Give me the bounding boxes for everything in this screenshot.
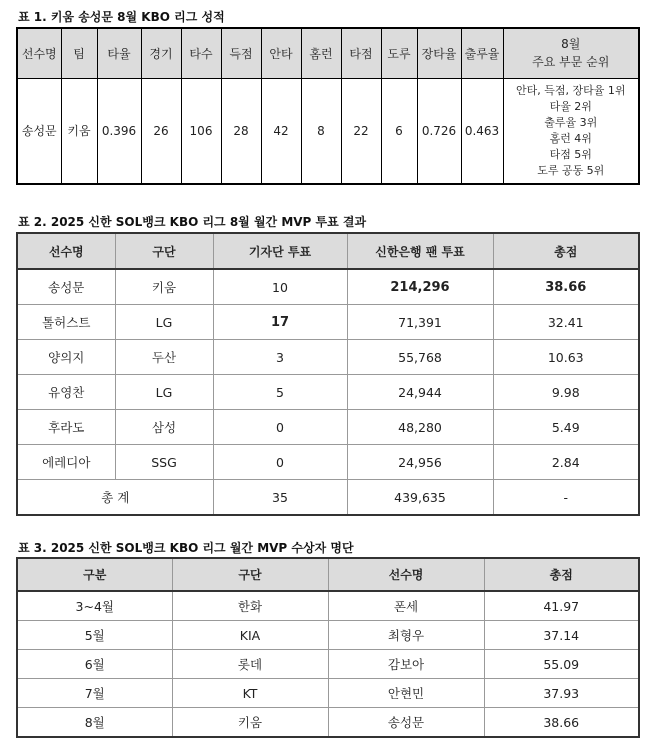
rank-item: 안타, 득점, 장타율 1위 (516, 83, 626, 97)
header-cell: 팀 (61, 28, 97, 78)
table-cell: 38.66 (493, 269, 639, 305)
rank-item: 도루 공동 5위 (537, 163, 605, 177)
table-cell: KT (172, 679, 328, 708)
table-cell: 5.49 (493, 410, 639, 445)
table-cell: 10 (213, 269, 347, 305)
table1-header-row (17, 28, 639, 78)
table-cell: 송성문 (48, 280, 85, 295)
header-cell: 총점 (493, 233, 639, 269)
rank-header-line: 8월 (561, 37, 581, 52)
header-cell: 안타 (261, 28, 301, 78)
mvp-vote-results-table (16, 232, 640, 516)
rank-item: 타점 5위 (549, 147, 592, 161)
table-cell: 9.98 (493, 375, 639, 410)
table-cell: 롯데 (172, 650, 328, 679)
table-cell: 후라도 (17, 410, 115, 445)
table-cell: 6월 (17, 650, 172, 679)
table-cell: 0 (213, 410, 347, 445)
table-cell: 두산 (115, 340, 213, 375)
table-cell: 28 (221, 78, 261, 184)
header-cell: 경기 (141, 28, 181, 78)
rank-header-cell (503, 28, 639, 78)
table-cell: 톨허스트 (17, 305, 115, 340)
header-cell: 도루 (381, 28, 417, 78)
table-cell: 10.63 (493, 340, 639, 375)
table-cell: 삼성 (115, 410, 213, 445)
table-cell: 22 (341, 78, 381, 184)
total-label: 총 계 (17, 480, 213, 516)
table-cell: 17 (213, 305, 347, 340)
table-cell: 32.41 (493, 305, 639, 340)
table-row (17, 375, 639, 410)
table-row (17, 78, 639, 184)
table-cell: 에레디아 (17, 445, 115, 480)
header-cell: 타수 (181, 28, 221, 78)
header-cell: 타율 (97, 28, 141, 78)
table-cell: 송성문 (17, 78, 61, 184)
rank-item: 출루율 3위 (544, 115, 598, 129)
table2-header-row (17, 233, 639, 269)
table-cell: 24,956 (347, 445, 493, 480)
header-cell: 구분 (17, 558, 172, 591)
table-row (17, 269, 639, 305)
table-cell: 유영찬 (17, 375, 115, 410)
table-cell: 0 (213, 445, 347, 480)
header-cell: 득점 (221, 28, 261, 78)
table-cell: 35 (213, 480, 347, 516)
table-cell: 최형우 (328, 621, 484, 650)
table-cell: 안현민 (328, 679, 484, 708)
rank-list-cell (503, 78, 639, 184)
table-cell: 5 (213, 375, 347, 410)
table-cell: 송성문 (328, 708, 484, 738)
table-cell: 감보아 (328, 650, 484, 679)
table-row (17, 591, 639, 621)
header-cell: 총점 (484, 558, 639, 591)
table-cell: 한화 (172, 591, 328, 621)
table-cell: 26 (141, 78, 181, 184)
table-cell: 24,944 (347, 375, 493, 410)
table-row (17, 410, 639, 445)
table-cell: 3 (213, 340, 347, 375)
table-cell: 48,280 (347, 410, 493, 445)
table-cell: 42 (261, 78, 301, 184)
table-cell: 키움 (172, 708, 328, 738)
rank-item: 홈런 4위 (549, 131, 592, 145)
table-cell: SSG (115, 445, 213, 480)
table-cell: 214,296 (347, 269, 493, 305)
header-cell: 구단 (115, 233, 213, 269)
table-cell: LG (115, 375, 213, 410)
header-cell: 선수명 (17, 28, 61, 78)
table-row (17, 445, 639, 480)
total-row (17, 480, 639, 516)
table-cell: 폰세 (328, 591, 484, 621)
header-cell: 기자단 투표 (213, 233, 347, 269)
header-cell: 타점 (341, 28, 381, 78)
table3-header-row (17, 558, 639, 591)
header-cell: 선수명 (17, 233, 115, 269)
table-cell: 38.66 (484, 708, 639, 738)
table-cell: 3~4월 (75, 599, 114, 614)
table-cell: 8 (301, 78, 341, 184)
table-cell: 0.396 (97, 78, 141, 184)
rank-header-line: 주요 부문 순위 (532, 55, 610, 70)
header-cell: 구단 (172, 558, 328, 591)
header-cell: 장타율 (417, 28, 461, 78)
table-row (17, 621, 639, 650)
table-cell: 0.463 (461, 78, 503, 184)
table-cell: 71,391 (347, 305, 493, 340)
table-cell: 55,768 (347, 340, 493, 375)
table-cell: 41.97 (484, 591, 639, 621)
player-august-stats-table (16, 27, 640, 185)
table-row (17, 679, 639, 708)
table-cell: 키움 (61, 78, 97, 184)
rank-item: 타율 2위 (549, 99, 592, 113)
table-cell: 0.726 (417, 78, 461, 184)
table-cell: 37.93 (484, 679, 639, 708)
table-cell: KIA (172, 621, 328, 650)
table-cell: 6 (381, 78, 417, 184)
table3-caption: 표 3. 2025 신한 SOL뱅크 KBO 리그 월간 MVP 수상자 명단 (18, 541, 354, 555)
table-cell: 55.09 (484, 650, 639, 679)
header-cell: 출루율 (461, 28, 503, 78)
table-cell: 5월 (17, 621, 172, 650)
table-cell: 2.84 (493, 445, 639, 480)
table-cell: 7월 (17, 679, 172, 708)
table2-caption: 표 2. 2025 신한 SOL뱅크 KBO 리그 8월 월간 MVP 투표 결과 (18, 215, 367, 229)
table1-caption: 표 1. 키움 송성문 8월 KBO 리그 성적 (18, 10, 225, 24)
header-cell: 홈런 (301, 28, 341, 78)
header-cell: 신한은행 팬 투표 (347, 233, 493, 269)
monthly-mvp-winners-table (16, 557, 640, 738)
header-cell: 선수명 (328, 558, 484, 591)
table-row (17, 650, 639, 679)
table-cell: 키움 (115, 269, 213, 305)
table-cell: - (493, 480, 639, 516)
table-cell: 8월 (17, 708, 172, 738)
table-row (17, 708, 639, 738)
table-cell: 106 (181, 78, 221, 184)
table-cell: LG (115, 305, 213, 340)
table-cell: 439,635 (347, 480, 493, 516)
table-row (17, 340, 639, 375)
table-cell: 양의지 (17, 340, 115, 375)
table-row (17, 305, 639, 340)
table-cell: 37.14 (484, 621, 639, 650)
